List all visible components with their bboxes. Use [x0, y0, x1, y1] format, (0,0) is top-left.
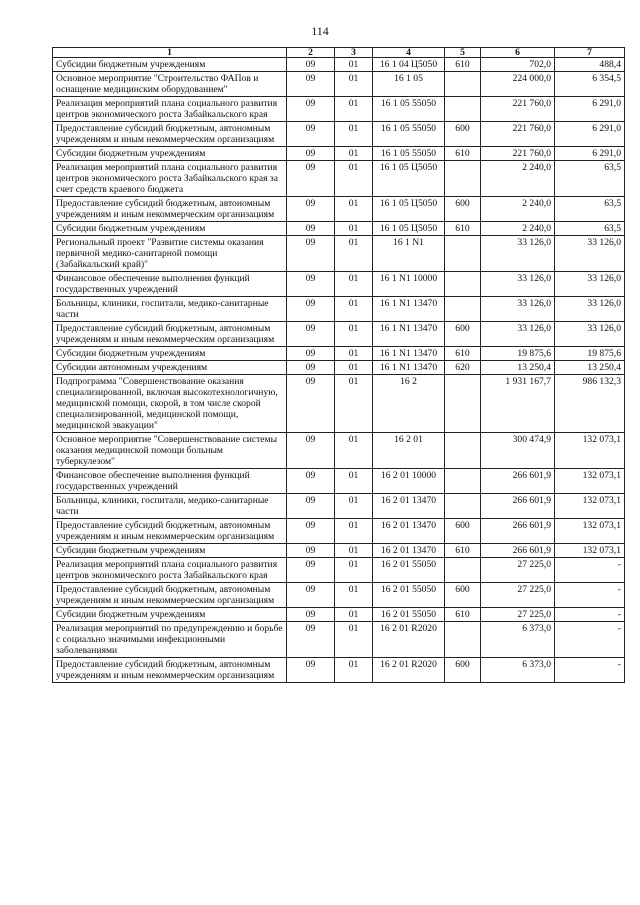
section-cell: 09: [287, 161, 335, 197]
amount-executed-cell: 33 126,0: [555, 322, 625, 347]
expense-type-cell: [445, 375, 481, 433]
section-cell: 09: [287, 58, 335, 72]
row-name-cell: Предоставление субсидий бюджетным, автономным учреждениям и иным некоммерческим организациям: [53, 197, 287, 222]
table-row: [53, 608, 625, 622]
target-article-cell: 16 1 05 55050: [373, 122, 445, 147]
subsection-cell: 01: [335, 583, 373, 608]
table-row: [53, 375, 625, 433]
table-row: [53, 122, 625, 147]
amount-planned-cell: 702,0: [481, 58, 555, 72]
amount-executed-cell: 132 073,1: [555, 469, 625, 494]
section-cell: 09: [287, 494, 335, 519]
target-article-cell: 16 1 05 Ц5050: [373, 197, 445, 222]
subsection-cell: 01: [335, 322, 373, 347]
amount-executed-cell: -: [555, 583, 625, 608]
table-row: [53, 544, 625, 558]
amount-executed-cell: 19 875,6: [555, 347, 625, 361]
expense-type-cell: 600: [445, 322, 481, 347]
row-name-cell: Субсидии бюджетным учреждениям: [53, 58, 287, 72]
amount-planned-cell: 2 240,0: [481, 161, 555, 197]
subsection-cell: 01: [335, 658, 373, 683]
subsection-cell: 01: [335, 272, 373, 297]
target-article-cell: 16 1 05: [373, 72, 445, 97]
row-name-cell: Субсидии бюджетным учреждениям: [53, 544, 287, 558]
target-article-cell: 16 2 01: [373, 433, 445, 469]
subsection-cell: 01: [335, 494, 373, 519]
row-name-cell: Реализация мероприятий плана социального развития центров экономического роста Забайкальского края: [53, 97, 287, 122]
column-header-2: 2: [287, 48, 335, 58]
amount-planned-cell: 33 126,0: [481, 272, 555, 297]
row-name-cell: Реализация мероприятий плана социального развития центров экономического роста Забайкальского края за счет средств краевого бюджета: [53, 161, 287, 197]
row-name-cell: Реализация мероприятий плана социального развития центров экономического роста Забайкальского края: [53, 558, 287, 583]
expense-type-cell: 610: [445, 147, 481, 161]
table-row: [53, 236, 625, 272]
section-cell: 09: [287, 658, 335, 683]
expense-type-cell: [445, 161, 481, 197]
subsection-cell: 01: [335, 544, 373, 558]
table-row: [53, 469, 625, 494]
target-article-cell: 16 2 01 R2020: [373, 622, 445, 658]
row-name-cell: Больницы, клиники, госпитали, медико-санитарные части: [53, 494, 287, 519]
subsection-cell: 01: [335, 347, 373, 361]
amount-planned-cell: 266 601,9: [481, 494, 555, 519]
table-row: [53, 558, 625, 583]
section-cell: 09: [287, 622, 335, 658]
target-article-cell: 16 2 01 55050: [373, 558, 445, 583]
expense-type-cell: 610: [445, 222, 481, 236]
amount-executed-cell: 6 291,0: [555, 147, 625, 161]
table-row: [53, 658, 625, 683]
row-name-cell: Предоставление субсидий бюджетным, автономным учреждениям и иным некоммерческим организациям: [53, 322, 287, 347]
amount-executed-cell: 63,5: [555, 161, 625, 197]
row-name-cell: Предоставление субсидий бюджетным, автономным учреждениям и иным некоммерческим организациям: [53, 658, 287, 683]
column-header-3: 3: [335, 48, 373, 58]
expense-type-cell: 610: [445, 58, 481, 72]
amount-executed-cell: -: [555, 608, 625, 622]
table-row: [53, 622, 625, 658]
subsection-cell: 01: [335, 58, 373, 72]
row-name-cell: Субсидии бюджетным учреждениям: [53, 147, 287, 161]
expense-type-cell: [445, 272, 481, 297]
subsection-cell: 01: [335, 122, 373, 147]
amount-executed-cell: 6 291,0: [555, 97, 625, 122]
expense-type-cell: 600: [445, 197, 481, 222]
target-article-cell: 16 2 01 13470: [373, 519, 445, 544]
column-header-6: 6: [481, 48, 555, 58]
target-article-cell: 16 2 01 13470: [373, 544, 445, 558]
budget-table: [52, 47, 625, 683]
amount-planned-cell: 33 126,0: [481, 297, 555, 322]
row-name-cell: Субсидии бюджетным учреждениям: [53, 222, 287, 236]
table-row: [53, 272, 625, 297]
section-cell: 09: [287, 361, 335, 375]
subsection-cell: 01: [335, 375, 373, 433]
expense-type-cell: [445, 97, 481, 122]
subsection-cell: 01: [335, 97, 373, 122]
section-cell: 09: [287, 222, 335, 236]
amount-planned-cell: 27 225,0: [481, 558, 555, 583]
amount-executed-cell: 6 291,0: [555, 122, 625, 147]
target-article-cell: 16 1 N1 13470: [373, 297, 445, 322]
amount-planned-cell: 6 373,0: [481, 658, 555, 683]
amount-planned-cell: 221 760,0: [481, 122, 555, 147]
amount-executed-cell: 488,4: [555, 58, 625, 72]
row-name-cell: Субсидии автономным учреждениям: [53, 361, 287, 375]
amount-executed-cell: -: [555, 622, 625, 658]
subsection-cell: 01: [335, 433, 373, 469]
expense-type-cell: [445, 236, 481, 272]
table-row: [53, 161, 625, 197]
column-header-5: 5: [445, 48, 481, 58]
section-cell: 09: [287, 375, 335, 433]
amount-executed-cell: 13 250,4: [555, 361, 625, 375]
section-cell: 09: [287, 147, 335, 161]
section-cell: 09: [287, 544, 335, 558]
target-article-cell: 16 1 N1 13470: [373, 361, 445, 375]
expense-type-cell: [445, 433, 481, 469]
section-cell: 09: [287, 519, 335, 544]
target-article-cell: 16 2 01 55050: [373, 608, 445, 622]
expense-type-cell: 600: [445, 519, 481, 544]
target-article-cell: 16 1 N1 13470: [373, 322, 445, 347]
section-cell: 09: [287, 122, 335, 147]
amount-executed-cell: 986 132,3: [555, 375, 625, 433]
table-row: [53, 361, 625, 375]
row-name-cell: Подпрограмма "Совершенствование оказания специализированной, включая высокотехнологичную, медицинской помощи, скорой, в том числе скорой специализированной, медицинской помощи, медицинской эвакуации": [53, 375, 287, 433]
row-name-cell: Предоставление субсидий бюджетным, автономным учреждениям и иным некоммерческим организациям: [53, 519, 287, 544]
subsection-cell: 01: [335, 197, 373, 222]
row-name-cell: Основное мероприятие "Совершенствование системы оказания медицинской помощи больным туберкулезом": [53, 433, 287, 469]
amount-executed-cell: 6 354,5: [555, 72, 625, 97]
subsection-cell: 01: [335, 622, 373, 658]
row-name-cell: Больницы, клиники, госпитали, медико-санитарные части: [53, 297, 287, 322]
column-header-7: 7: [555, 48, 625, 58]
amount-planned-cell: 13 250,4: [481, 361, 555, 375]
row-name-cell: Финансовое обеспечение выполнения функций государственных учреждений: [53, 272, 287, 297]
subsection-cell: 01: [335, 469, 373, 494]
target-article-cell: 16 2 01 13470: [373, 494, 445, 519]
expense-type-cell: 600: [445, 658, 481, 683]
table-row: [53, 72, 625, 97]
expense-type-cell: 610: [445, 608, 481, 622]
expense-type-cell: [445, 469, 481, 494]
expense-type-cell: [445, 558, 481, 583]
section-cell: 09: [287, 583, 335, 608]
amount-planned-cell: 266 601,9: [481, 544, 555, 558]
row-name-cell: Предоставление субсидий бюджетным, автономным учреждениям и иным некоммерческим организациям: [53, 583, 287, 608]
amount-executed-cell: 63,5: [555, 222, 625, 236]
section-cell: 09: [287, 322, 335, 347]
amount-planned-cell: 2 240,0: [481, 197, 555, 222]
amount-planned-cell: 221 760,0: [481, 97, 555, 122]
target-article-cell: 16 1 N1 13470: [373, 347, 445, 361]
table-row: [53, 583, 625, 608]
amount-planned-cell: 300 474,9: [481, 433, 555, 469]
subsection-cell: 01: [335, 608, 373, 622]
subsection-cell: 01: [335, 236, 373, 272]
section-cell: 09: [287, 97, 335, 122]
row-name-cell: Субсидии бюджетным учреждениям: [53, 608, 287, 622]
amount-planned-cell: 2 240,0: [481, 222, 555, 236]
expense-type-cell: 610: [445, 544, 481, 558]
target-article-cell: 16 1 05 Ц5050: [373, 222, 445, 236]
section-cell: 09: [287, 469, 335, 494]
expense-type-cell: [445, 72, 481, 97]
row-name-cell: Предоставление субсидий бюджетным, автономным учреждениям и иным некоммерческим организациям: [53, 122, 287, 147]
subsection-cell: 01: [335, 72, 373, 97]
target-article-cell: 16 2 01 10000: [373, 469, 445, 494]
table-row: [53, 494, 625, 519]
row-name-cell: Реализация мероприятий по предупреждению и борьбе с социально значимыми инфекционными заболеваниями: [53, 622, 287, 658]
amount-executed-cell: 132 073,1: [555, 544, 625, 558]
row-name-cell: Основное мероприятие "Строительство ФАПов и оснащение медицинским оборудованием": [53, 72, 287, 97]
subsection-cell: 01: [335, 297, 373, 322]
section-cell: 09: [287, 558, 335, 583]
target-article-cell: 16 1 05 55050: [373, 97, 445, 122]
target-article-cell: 16 2 01 55050: [373, 583, 445, 608]
section-cell: 09: [287, 297, 335, 322]
target-article-cell: 16 1 04 Ц5050: [373, 58, 445, 72]
amount-planned-cell: 33 126,0: [481, 236, 555, 272]
expense-type-cell: [445, 297, 481, 322]
section-cell: 09: [287, 608, 335, 622]
amount-executed-cell: 132 073,1: [555, 519, 625, 544]
target-article-cell: 16 1 N1 10000: [373, 272, 445, 297]
table-row: [53, 347, 625, 361]
amount-planned-cell: 266 601,9: [481, 469, 555, 494]
section-cell: 09: [287, 272, 335, 297]
amount-planned-cell: 19 875,6: [481, 347, 555, 361]
amount-planned-cell: 1 931 167,7: [481, 375, 555, 433]
amount-executed-cell: 132 073,1: [555, 494, 625, 519]
subsection-cell: 01: [335, 361, 373, 375]
table-body: [53, 58, 625, 683]
expense-type-cell: 600: [445, 122, 481, 147]
target-article-cell: 16 2 01 R2020: [373, 658, 445, 683]
section-cell: 09: [287, 197, 335, 222]
row-name-cell: Региональный проект "Развитие системы оказания первичной медико-санитарной помощи (Забайкальский край)": [53, 236, 287, 272]
table-row: [53, 58, 625, 72]
amount-planned-cell: 27 225,0: [481, 608, 555, 622]
amount-planned-cell: 266 601,9: [481, 519, 555, 544]
subsection-cell: 01: [335, 519, 373, 544]
amount-executed-cell: 33 126,0: [555, 297, 625, 322]
row-name-cell: Субсидии бюджетным учреждениям: [53, 347, 287, 361]
target-article-cell: 16 1 05 55050: [373, 147, 445, 161]
expense-type-cell: [445, 494, 481, 519]
expense-type-cell: 610: [445, 347, 481, 361]
table-row: [53, 97, 625, 122]
column-header-4: 4: [373, 48, 445, 58]
amount-executed-cell: 33 126,0: [555, 272, 625, 297]
target-article-cell: 16 1 05 Ц5050: [373, 161, 445, 197]
amount-planned-cell: 27 225,0: [481, 583, 555, 608]
amount-executed-cell: -: [555, 558, 625, 583]
table-row: [53, 147, 625, 161]
column-header-1: 1: [53, 48, 287, 58]
table-row: [53, 322, 625, 347]
amount-planned-cell: 224 000,0: [481, 72, 555, 97]
section-cell: 09: [287, 347, 335, 361]
amount-planned-cell: 221 760,0: [481, 147, 555, 161]
table-row: [53, 222, 625, 236]
subsection-cell: 01: [335, 161, 373, 197]
page-number: 114: [311, 24, 329, 38]
amount-planned-cell: 6 373,0: [481, 622, 555, 658]
subsection-cell: 01: [335, 558, 373, 583]
target-article-cell: 16 2: [373, 375, 445, 433]
subsection-cell: 01: [335, 222, 373, 236]
table-header-row: [53, 48, 625, 58]
table-row: [53, 297, 625, 322]
target-article-cell: 16 1 N1: [373, 236, 445, 272]
expense-type-cell: [445, 622, 481, 658]
section-cell: 09: [287, 236, 335, 272]
amount-executed-cell: 63,5: [555, 197, 625, 222]
table-row: [53, 519, 625, 544]
subsection-cell: 01: [335, 147, 373, 161]
amount-executed-cell: 33 126,0: [555, 236, 625, 272]
amount-executed-cell: -: [555, 658, 625, 683]
section-cell: 09: [287, 433, 335, 469]
section-cell: 09: [287, 72, 335, 97]
table-row: [53, 433, 625, 469]
expense-type-cell: 620: [445, 361, 481, 375]
expense-type-cell: 600: [445, 583, 481, 608]
amount-planned-cell: 33 126,0: [481, 322, 555, 347]
row-name-cell: Финансовое обеспечение выполнения функций государственных учреждений: [53, 469, 287, 494]
table-row: [53, 197, 625, 222]
amount-executed-cell: 132 073,1: [555, 433, 625, 469]
